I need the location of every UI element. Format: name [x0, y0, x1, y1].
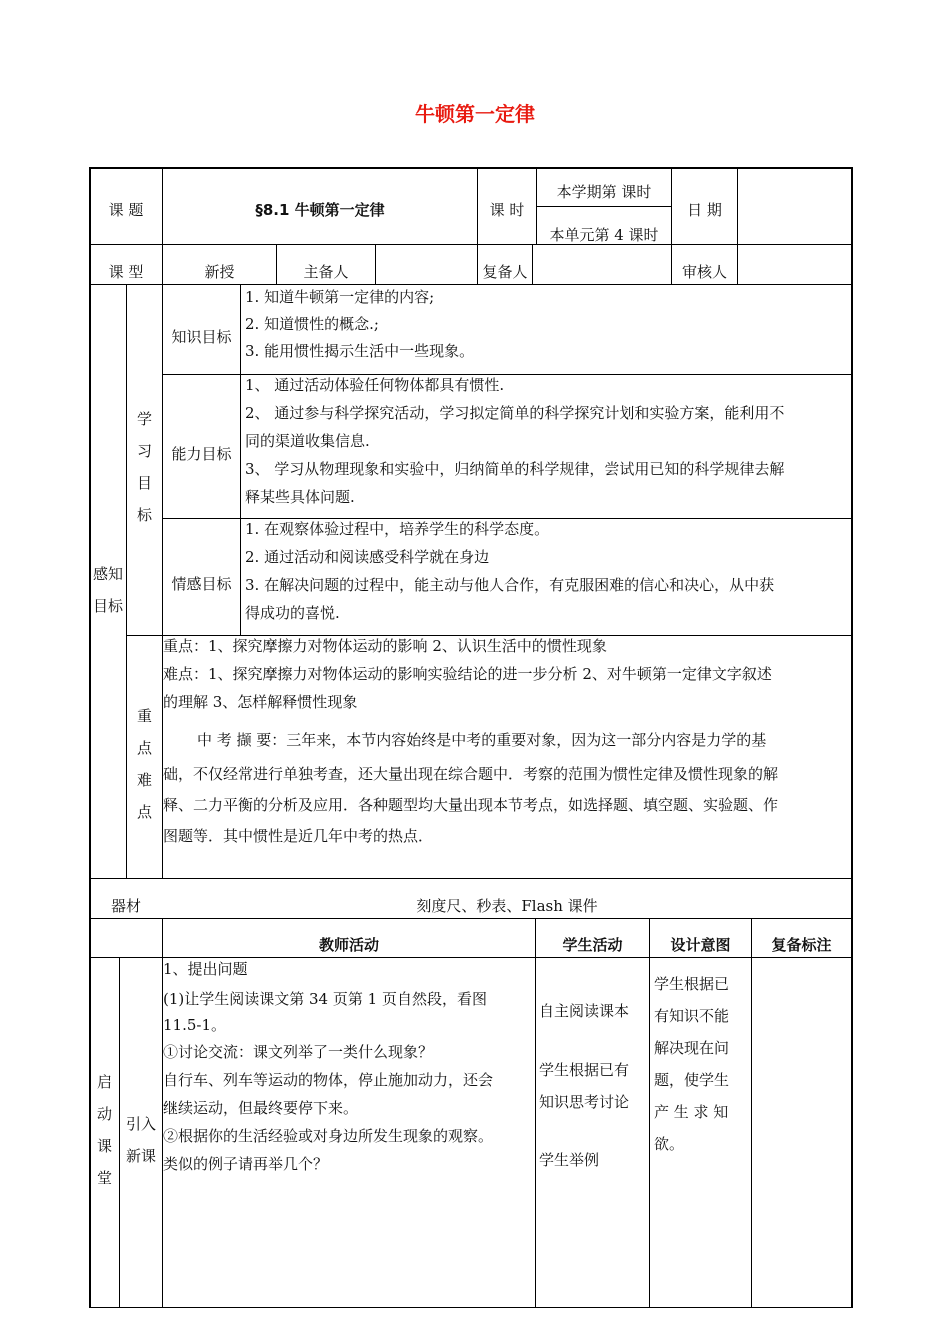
ability-goals-label: 能力目标: [171, 445, 232, 463]
student-activity-item: 学生举例: [539, 1151, 600, 1169]
start-class-label: 启 动 课 堂: [96, 1073, 112, 1187]
type-label: 课 型: [108, 263, 144, 281]
key-point-line: 重点：1、探究摩擦力对物体运动的影响 2、认识生活中的惯性现象: [163, 637, 607, 655]
grid-line: [89, 244, 853, 245]
period-label: 课 时: [489, 201, 525, 219]
design-intent-line: 学生根据已: [654, 975, 730, 993]
date-label: 日 期: [687, 201, 722, 219]
grid-line: [751, 918, 752, 1308]
equipment-label: 器材: [110, 897, 141, 915]
ability-goal-item: 1、 通过活动体验任何物体都具有惯性.: [245, 376, 505, 394]
course-value: §8.1 牛顿第一定律: [255, 201, 385, 219]
teacher-activity-line: ①讨论交流：课文列举了一类什么现象？: [163, 1043, 434, 1061]
ability-goal-item: 同的渠道收集信息.: [245, 432, 370, 450]
student-activity-item: 知识思考讨论: [539, 1093, 630, 1111]
emotion-goal-item: 2. 通过活动和阅读感受科学就在身边: [245, 548, 490, 566]
review-notes-header: 复备标注: [771, 936, 832, 954]
period-term: 本学期第 课时: [556, 183, 652, 201]
grid-line: [89, 1307, 853, 1308]
grid-line: [240, 284, 241, 635]
grid-line: [89, 878, 853, 879]
exam-summary-line: 础，不仅经常进行单独考查，还大量出现在综合题中．考察的范围为惯性定律及惯性现象的解: [163, 765, 779, 783]
design-intent-line: 欲。: [654, 1135, 685, 1153]
teacher-activity-line: ②根据你的生活经验或对身边所发生现象的观察。: [163, 1127, 494, 1145]
teacher-activity-line: 1、提出问题: [163, 960, 248, 978]
emotion-goals-label: 情感目标: [171, 575, 232, 593]
reviewer-label: 审核人: [681, 263, 727, 281]
key-difficult-points-label: 重 点 难 点: [136, 707, 152, 821]
student-activity-item: 学生根据已有: [539, 1061, 630, 1079]
difficult-point-line: 难点：1、探究摩擦力对物体运动的影响实验结论的进一步分析 2、对牛顿第一定律文字叙述: [163, 665, 772, 683]
equipment-value: 刻度尺、秒表、Flash 课件: [416, 897, 598, 915]
student-activity-item: 自主阅读课本: [539, 1002, 630, 1020]
perception-goals-label: 感知 目标: [92, 565, 123, 615]
exam-summary-line: 释、二力平衡的分析及应用．各种题型均大量出现本节考点，如选择题、填空题、实验题、作: [163, 796, 779, 814]
difficult-point-line: 的理解 3、怎样解释惯性现象: [163, 693, 358, 711]
design-intent-header: 设计意图: [670, 936, 731, 954]
page-title: 牛顿第一定律: [415, 102, 535, 126]
introduce-lesson-label: 引入 新课: [125, 1115, 156, 1165]
grid-line: [536, 206, 671, 207]
teacher-activity-line: (1)让学生阅读课文第 34 页第 1 页自然段，看图: [163, 990, 487, 1008]
emotion-goal-item: 3. 在解决问题的过程中，能主动与他人合作，有克服困难的信心和决心，从中获: [245, 576, 775, 594]
design-intent-line: 产 生 求 知: [654, 1103, 729, 1121]
knowledge-goal-item: 3. 能用惯性揭示生活中一些现象。: [245, 342, 475, 360]
exam-summary-line: 图题等．其中惯性是近几年中考的热点．: [163, 827, 434, 845]
emotion-goal-item: 1. 在观察体验过程中，培养学生的科学态度。: [245, 520, 550, 538]
knowledge-goal-item: 2. 知道惯性的概念.;: [245, 315, 379, 333]
teacher-activity-line: 11.5-1。: [163, 1016, 227, 1034]
ability-goal-item: 3、 学习从物理现象和实验中，归纳简单的科学规律，尝试用已知的科学规律去解: [245, 460, 785, 478]
student-activity-header: 学生活动: [562, 936, 623, 954]
preparer-label: 主备人: [303, 263, 349, 281]
preparer-value[interactable]: [376, 258, 476, 286]
teacher-activity-line: 继续运动，但最终要停下来。: [163, 1099, 359, 1117]
ability-goal-item: 释某些具体问题.: [245, 488, 355, 506]
grid-line: [89, 167, 853, 169]
emotion-goal-item: 得成功的喜悦.: [245, 604, 340, 622]
ability-goal-item: 2、 通过参与科学探究活动，学习拟定简单的科学探究计划和实验方案，能利用不: [245, 404, 785, 422]
grid-line: [851, 167, 853, 1308]
co-preparer-value[interactable]: [533, 258, 670, 286]
design-intent-line: 有知识不能: [654, 1007, 730, 1025]
design-intent-line: 题，使学生: [654, 1071, 730, 1089]
grid-line: [535, 918, 536, 1308]
date-value[interactable]: [738, 196, 850, 224]
grid-line: [649, 918, 650, 1308]
exam-summary-line: 中 考 撷 要：三年来，本节内容始终是中考的重要对象，因为这一部分内容是力学的基: [197, 731, 767, 749]
period-unit: 本单元第 4 课时: [549, 226, 659, 244]
type-value: 新授: [204, 263, 235, 281]
teacher-activity-header: 教师活动: [318, 936, 379, 954]
knowledge-goals-label: 知识目标: [171, 328, 232, 346]
co-preparer-label: 复备人: [482, 263, 528, 281]
teacher-activity-line: 类似的例子请再举几个？: [163, 1155, 329, 1173]
course-label: 课 题: [108, 201, 144, 219]
design-intent-line: 解决现在问: [654, 1039, 730, 1057]
knowledge-goal-item: 1. 知道牛顿第一定律的内容;: [245, 288, 435, 306]
teacher-activity-line: 自行车、列车等运动的物体，停止施加动力，还会: [163, 1071, 494, 1089]
study-goals-label: 学 习 目 标: [136, 410, 152, 524]
reviewer-value[interactable]: [738, 258, 850, 286]
